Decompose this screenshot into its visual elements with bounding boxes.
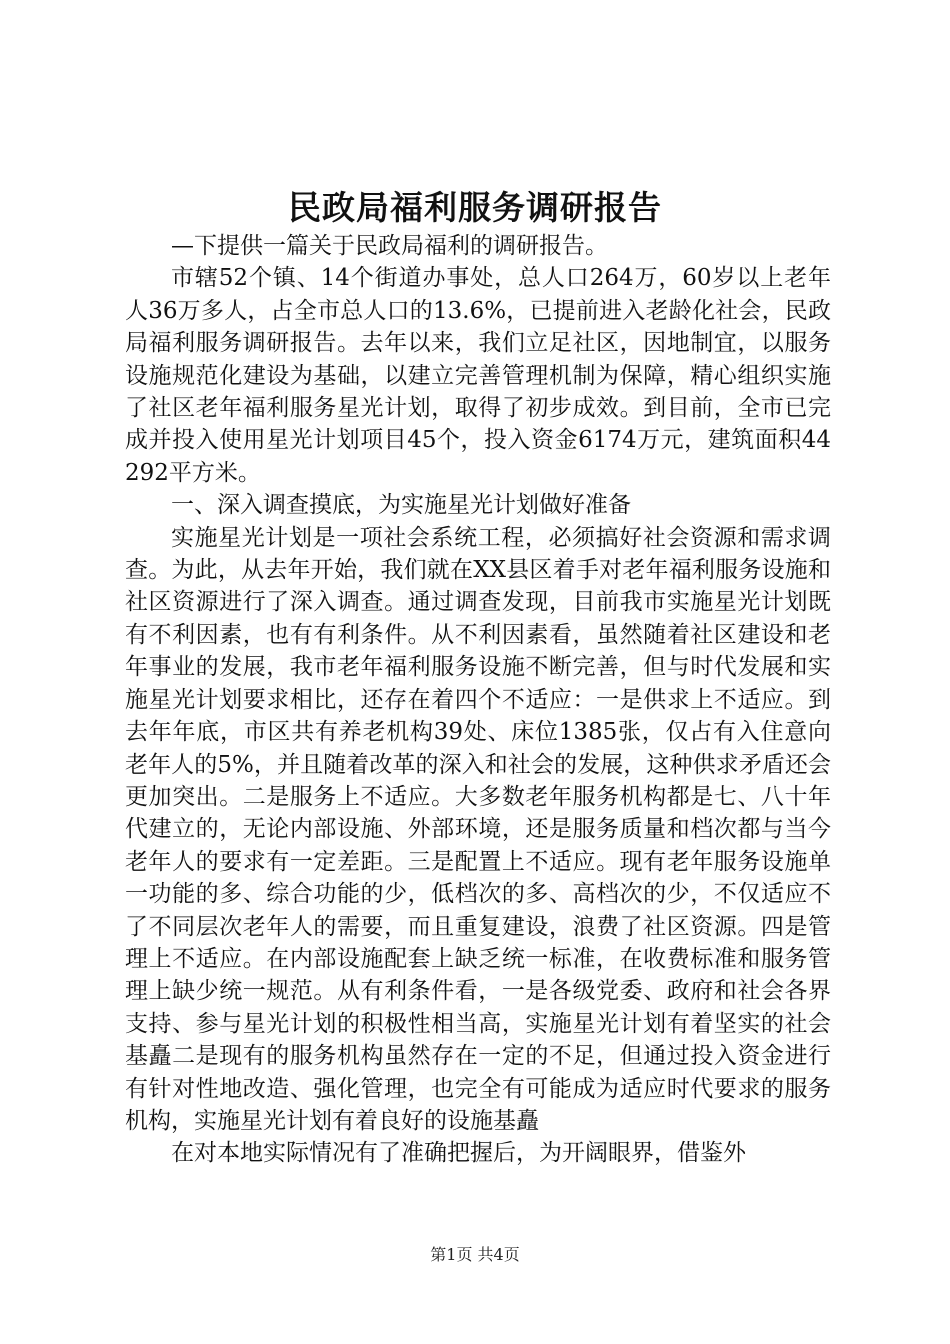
page-number-footer: 第1页 共4页	[430, 1245, 520, 1264]
intro-paragraph: —下提供一篇关于民政局福利的调研报告。	[171, 233, 608, 259]
section-heading: 一、深入调查摸底，为实施星光计划做好准备	[171, 492, 631, 519]
document-title: 民政局福利服务调研报告	[288, 188, 662, 227]
survey-paragraph: 实施星光计划是一项社会系统工程，必须搞好社会资源和需求调查。为此，从去年开始，我们就在XX县区着手对老年福利服务设施和社区资源进行了深入调查。通过调查发现，目前我市实施星光计划既有不利因素，也有有利条件。从不利因素看，虽然随着社区建设和老年事业的发展，我市老年福利服务设施不断完善，但与时代发展和实施星光计划要求相比，还存在着四个不适应：一是供求上不适应。到去年年底，市区共有养老机构39处、床位1385张，仅占有入住意向老年人的5%，并且随着改革的深入和社会的发展，这种供求矛盾还会更加突出。二是服务上不适应。大多数老年服务机构都是七、八十年代建立的，无论内部设施、外部环境，还是服务质量和档次都与当今老年人的要求有一定差距。三是配置上不适应。现有老年服务设施单一功能的多、综合功能的少，低档次的多、高档次的少，不仅适应不了不同层次老年人的需要，而且重复建设，浪费了社区资源。四是管理上不适应。在内部设施配套上缺乏统一标准，在收费标准和服务管理上缺少统一规范。从有利条件看，一是各级党委、政府和社会各界支持、参与星光计划的积极性相当高，实施星光计划有着坚实的社会基矗二是现有的服务机构虽然存在一定的不足，但通过投入资金进行有针对性地改造、强化管理，也完全有可能成为适应时代要求的服务机构，实施星光计划有着良好的设施基矗	[125, 524, 831, 1134]
document-body	[125, 230, 831, 1170]
continuation-paragraph: 在对本地实际情况有了准确把握后，为开阔眼界，借鉴外	[171, 1140, 746, 1167]
overview-paragraph: 市辖52个镇、14个街道办事处，总人口264万，60岁以上老年人36万多人，占全市总人口的13.6%，已提前进入老龄化社会，民政局福利服务调研报告。去年以来，我们立足社区，因地制宜，以服务设施规范化建设为基础，以建立完善管理机制为保障，精心组织实施了社区老年福利服务星光计划，取得了初步成效。到目前，全市已完成并投入使用星光计划项目45个，投入资金6174万元，建筑面积44292平方米。	[125, 265, 831, 486]
